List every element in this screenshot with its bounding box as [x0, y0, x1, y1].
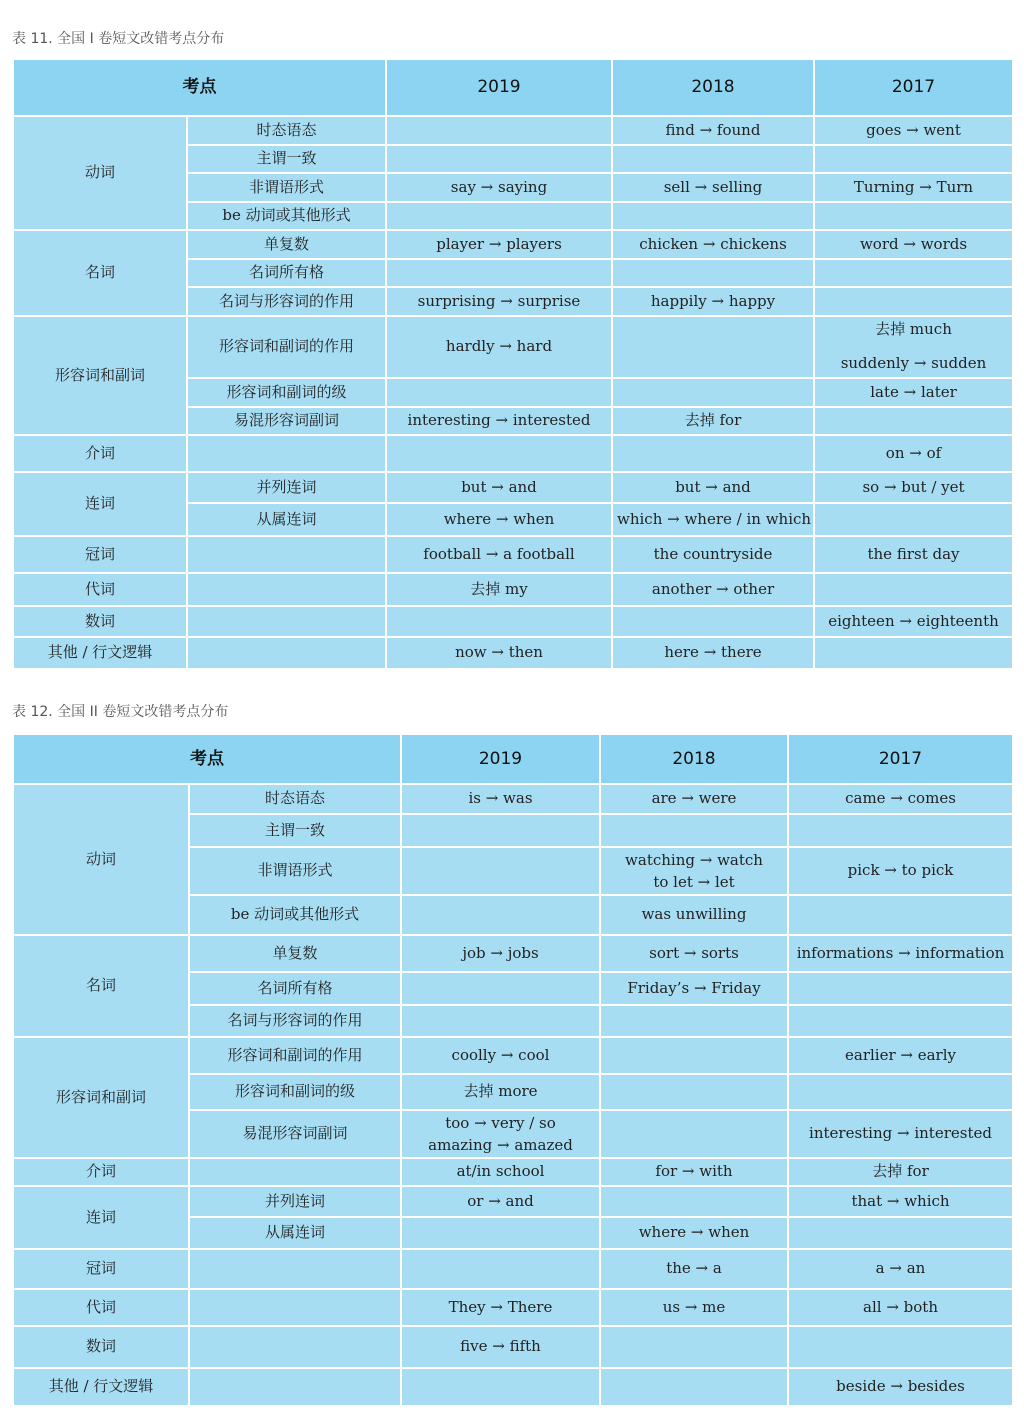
cell-2019	[386, 378, 612, 407]
cell-2017: Turning → Turn	[814, 173, 1013, 202]
subcategory-cell: 从属连词	[189, 1217, 401, 1249]
table-row	[13, 784, 1013, 814]
subcategory-cell	[189, 1326, 401, 1368]
cell-2019	[401, 1217, 600, 1249]
category-cell: 冠词	[13, 536, 187, 573]
subcategory-cell: 名词与形容词的作用	[189, 1005, 401, 1037]
subcategory-cell: 从属连词	[187, 503, 386, 536]
table-caption: 表 11. 全国 I 卷短文改错考点分布	[12, 31, 225, 47]
category-cell: 数词	[13, 606, 187, 637]
cell-2019	[386, 202, 612, 230]
cell-2017	[788, 1217, 1013, 1249]
cell-2019: is → was	[401, 784, 600, 814]
subcategory-cell: 时态语态	[189, 784, 401, 814]
cell-2018	[612, 316, 814, 378]
cell-2018: the countryside	[612, 536, 814, 573]
cell-2018-line-2: to let → let	[653, 873, 735, 891]
table-row	[13, 1289, 1013, 1326]
subcategory-cell	[189, 1158, 401, 1186]
subcategory-cell: be 动词或其他形式	[187, 202, 386, 230]
cell-2017: 去掉 for	[788, 1158, 1013, 1186]
subcategory-cell: 非谓语形式	[189, 847, 401, 895]
subcategory-cell: 名词与形容词的作用	[187, 287, 386, 316]
header-topic: 考点	[13, 59, 386, 116]
cell-2018	[612, 259, 814, 287]
table-row	[13, 472, 1013, 503]
cell-2018: was unwilling	[600, 895, 788, 935]
cell-2019: now → then	[386, 637, 612, 669]
cell-2019	[401, 895, 600, 935]
subcategory-cell: 并列连词	[187, 472, 386, 503]
cell-2018	[600, 1005, 788, 1037]
cell-2018	[600, 814, 788, 847]
cell-2019	[401, 1110, 600, 1158]
cell-2019: at/in school	[401, 1158, 600, 1186]
subcategory-cell: 名词所有格	[189, 972, 401, 1005]
category-cell: 连词	[13, 1186, 189, 1249]
cell-2018	[612, 606, 814, 637]
cell-2019: job → jobs	[401, 935, 600, 972]
category-cell: 介词	[13, 435, 187, 472]
cell-2019	[401, 814, 600, 847]
category-cell: 介词	[13, 1158, 189, 1186]
cell-2017	[788, 972, 1013, 1005]
category-cell: 形容词和副词	[13, 316, 187, 435]
cell-2019: but → and	[386, 472, 612, 503]
table-row	[13, 435, 1013, 472]
cell-2017	[814, 637, 1013, 669]
cell-2018	[612, 145, 814, 173]
cell-2018: another → other	[612, 573, 814, 606]
header-year-2017: 2017	[814, 59, 1013, 116]
cell-2018	[612, 202, 814, 230]
subcategory-cell: 形容词和副词的级	[189, 1074, 401, 1110]
subcategory-cell: 形容词和副词的作用	[189, 1037, 401, 1074]
cell-2019: where → when	[386, 503, 612, 536]
cell-2017: the first day	[814, 536, 1013, 573]
category-cell: 其他 / 行文逻辑	[13, 637, 187, 669]
header-row	[13, 734, 1013, 784]
category-cell: 连词	[13, 472, 187, 536]
subcategory-cell	[187, 573, 386, 606]
cell-2018: Friday’s → Friday	[600, 972, 788, 1005]
cell-2017: a → an	[788, 1249, 1013, 1289]
category-cell: 数词	[13, 1326, 189, 1368]
cell-2017: goes → went	[814, 116, 1013, 145]
header-year-2019: 2019	[401, 734, 600, 784]
exam-points-table-2	[12, 733, 1014, 1407]
category-cell: 名词	[13, 230, 187, 316]
cell-2019: five → fifth	[401, 1326, 600, 1368]
cell-2019: hardly → hard	[386, 316, 612, 378]
table-row	[13, 230, 1013, 259]
cell-2017	[788, 1074, 1013, 1110]
subcategory-cell: 并列连词	[189, 1186, 401, 1217]
cell-2018-line-1: watching → watch	[625, 850, 763, 869]
cell-2019: interesting → interested	[386, 407, 612, 435]
cell-2019: They → There	[401, 1289, 600, 1326]
cell-2017	[814, 407, 1013, 435]
cell-2017-line-1: 去掉 much	[875, 320, 952, 339]
subcategory-cell: 时态语态	[187, 116, 386, 145]
cell-2017-line-2: suddenly → sudden	[840, 354, 987, 372]
table-row	[13, 637, 1013, 669]
category-cell: 动词	[13, 116, 187, 230]
subcategory-cell: 形容词和副词的级	[187, 378, 386, 407]
cell-2017	[814, 503, 1013, 536]
cell-2019: player → players	[386, 230, 612, 259]
subcategory-cell: be 动词或其他形式	[189, 895, 401, 935]
cell-2019-line-1: too → very / so	[445, 1113, 556, 1132]
cell-2018: find → found	[612, 116, 814, 145]
table-row	[13, 573, 1013, 606]
category-cell: 代词	[13, 1289, 189, 1326]
cell-2017: on → of	[814, 435, 1013, 472]
cell-2017: eighteen → eighteenth	[814, 606, 1013, 637]
table-row	[13, 935, 1013, 972]
cell-2017	[788, 814, 1013, 847]
cell-2018	[600, 1368, 788, 1406]
cell-2018: the → a	[600, 1249, 788, 1289]
category-cell: 冠词	[13, 1249, 189, 1289]
cell-2018: where → when	[600, 1217, 788, 1249]
subcategory-cell	[187, 637, 386, 669]
cell-2018	[600, 1186, 788, 1217]
cell-2017: informations → information	[788, 935, 1013, 972]
cell-2018: here → there	[612, 637, 814, 669]
cell-2018: sort → sorts	[600, 935, 788, 972]
cell-2017	[814, 573, 1013, 606]
subcategory-cell: 形容词和副词的作用	[187, 316, 386, 378]
cell-2018: for → with	[600, 1158, 788, 1186]
cell-2018	[612, 435, 814, 472]
table-row	[13, 1326, 1013, 1368]
cell-2017	[814, 202, 1013, 230]
cell-2017: so → but / yet	[814, 472, 1013, 503]
cell-2018: but → and	[612, 472, 814, 503]
table-row	[13, 1158, 1013, 1186]
cell-2017	[814, 259, 1013, 287]
header-topic: 考点	[13, 734, 401, 784]
table-row	[13, 1368, 1013, 1406]
cell-2019: 去掉 more	[401, 1074, 600, 1110]
cell-2017: pick → to pick	[788, 847, 1013, 895]
table-row	[13, 116, 1013, 145]
table-row	[13, 1186, 1013, 1217]
cell-2018: 去掉 for	[612, 407, 814, 435]
cell-2019	[401, 1249, 600, 1289]
cell-2019	[401, 1368, 600, 1406]
subcategory-cell	[187, 536, 386, 573]
cell-2019: say → saying	[386, 173, 612, 202]
cell-2017: interesting → interested	[788, 1110, 1013, 1158]
cell-2018	[600, 1326, 788, 1368]
header-row	[13, 59, 1013, 116]
cell-2017	[814, 145, 1013, 173]
subcategory-cell	[189, 1249, 401, 1289]
subcategory-cell: 主谓一致	[187, 145, 386, 173]
table-row	[13, 606, 1013, 637]
cell-2018: chicken → chickens	[612, 230, 814, 259]
cell-2017	[814, 316, 1013, 378]
cell-2019	[386, 145, 612, 173]
category-cell: 代词	[13, 573, 187, 606]
table-row	[13, 316, 1013, 378]
subcategory-cell: 非谓语形式	[187, 173, 386, 202]
category-cell: 动词	[13, 784, 189, 935]
cell-2017: came → comes	[788, 784, 1013, 814]
cell-2018: happily → happy	[612, 287, 814, 316]
category-cell: 其他 / 行文逻辑	[13, 1368, 189, 1406]
subcategory-cell	[187, 435, 386, 472]
subcategory-cell: 易混形容词副词	[189, 1110, 401, 1158]
subcategory-cell	[187, 606, 386, 637]
cell-2017: that → which	[788, 1186, 1013, 1217]
header-year-2018: 2018	[600, 734, 788, 784]
cell-2018	[600, 1074, 788, 1110]
cell-2019	[386, 259, 612, 287]
cell-2018	[600, 1110, 788, 1158]
cell-2019-line-2: amazing → amazed	[428, 1136, 573, 1154]
subcategory-cell: 易混形容词副词	[187, 407, 386, 435]
cell-2019: football → a football	[386, 536, 612, 573]
cell-2018	[600, 847, 788, 895]
cell-2018: are → were	[600, 784, 788, 814]
cell-2019	[401, 847, 600, 895]
cell-2017: word → words	[814, 230, 1013, 259]
cell-2018: sell → selling	[612, 173, 814, 202]
cell-2019	[386, 116, 612, 145]
cell-2017: beside → besides	[788, 1368, 1013, 1406]
cell-2017	[788, 1326, 1013, 1368]
cell-2019: or → and	[401, 1186, 600, 1217]
cell-2019: coolly → cool	[401, 1037, 600, 1074]
cell-2019	[386, 435, 612, 472]
category-cell: 名词	[13, 935, 189, 1037]
category-cell: 形容词和副词	[13, 1037, 189, 1158]
header-year-2017: 2017	[788, 734, 1013, 784]
table-caption: 表 12. 全国 II 卷短文改错考点分布	[12, 704, 229, 720]
table-row	[13, 536, 1013, 573]
cell-2019	[401, 972, 600, 1005]
cell-2017	[788, 1005, 1013, 1037]
exam-points-table-1	[12, 58, 1014, 670]
cell-2019	[401, 1005, 600, 1037]
cell-2017: all → both	[788, 1289, 1013, 1326]
cell-2017	[788, 895, 1013, 935]
subcategory-cell	[189, 1368, 401, 1406]
cell-2018	[612, 378, 814, 407]
cell-2017: late → later	[814, 378, 1013, 407]
cell-2019: 去掉 my	[386, 573, 612, 606]
table-row	[13, 1037, 1013, 1074]
cell-2017: earlier → early	[788, 1037, 1013, 1074]
cell-2018: us → me	[600, 1289, 788, 1326]
subcategory-cell: 主谓一致	[189, 814, 401, 847]
header-year-2018: 2018	[612, 59, 814, 116]
subcategory-cell: 单复数	[187, 230, 386, 259]
subcategory-cell: 名词所有格	[187, 259, 386, 287]
cell-2018: which → where / in which	[612, 503, 814, 536]
cell-2017	[814, 287, 1013, 316]
cell-2019	[386, 606, 612, 637]
table-row	[13, 1249, 1013, 1289]
subcategory-cell: 单复数	[189, 935, 401, 972]
cell-2019: surprising → surprise	[386, 287, 612, 316]
header-year-2019: 2019	[386, 59, 612, 116]
subcategory-cell	[189, 1289, 401, 1326]
cell-2018	[600, 1037, 788, 1074]
